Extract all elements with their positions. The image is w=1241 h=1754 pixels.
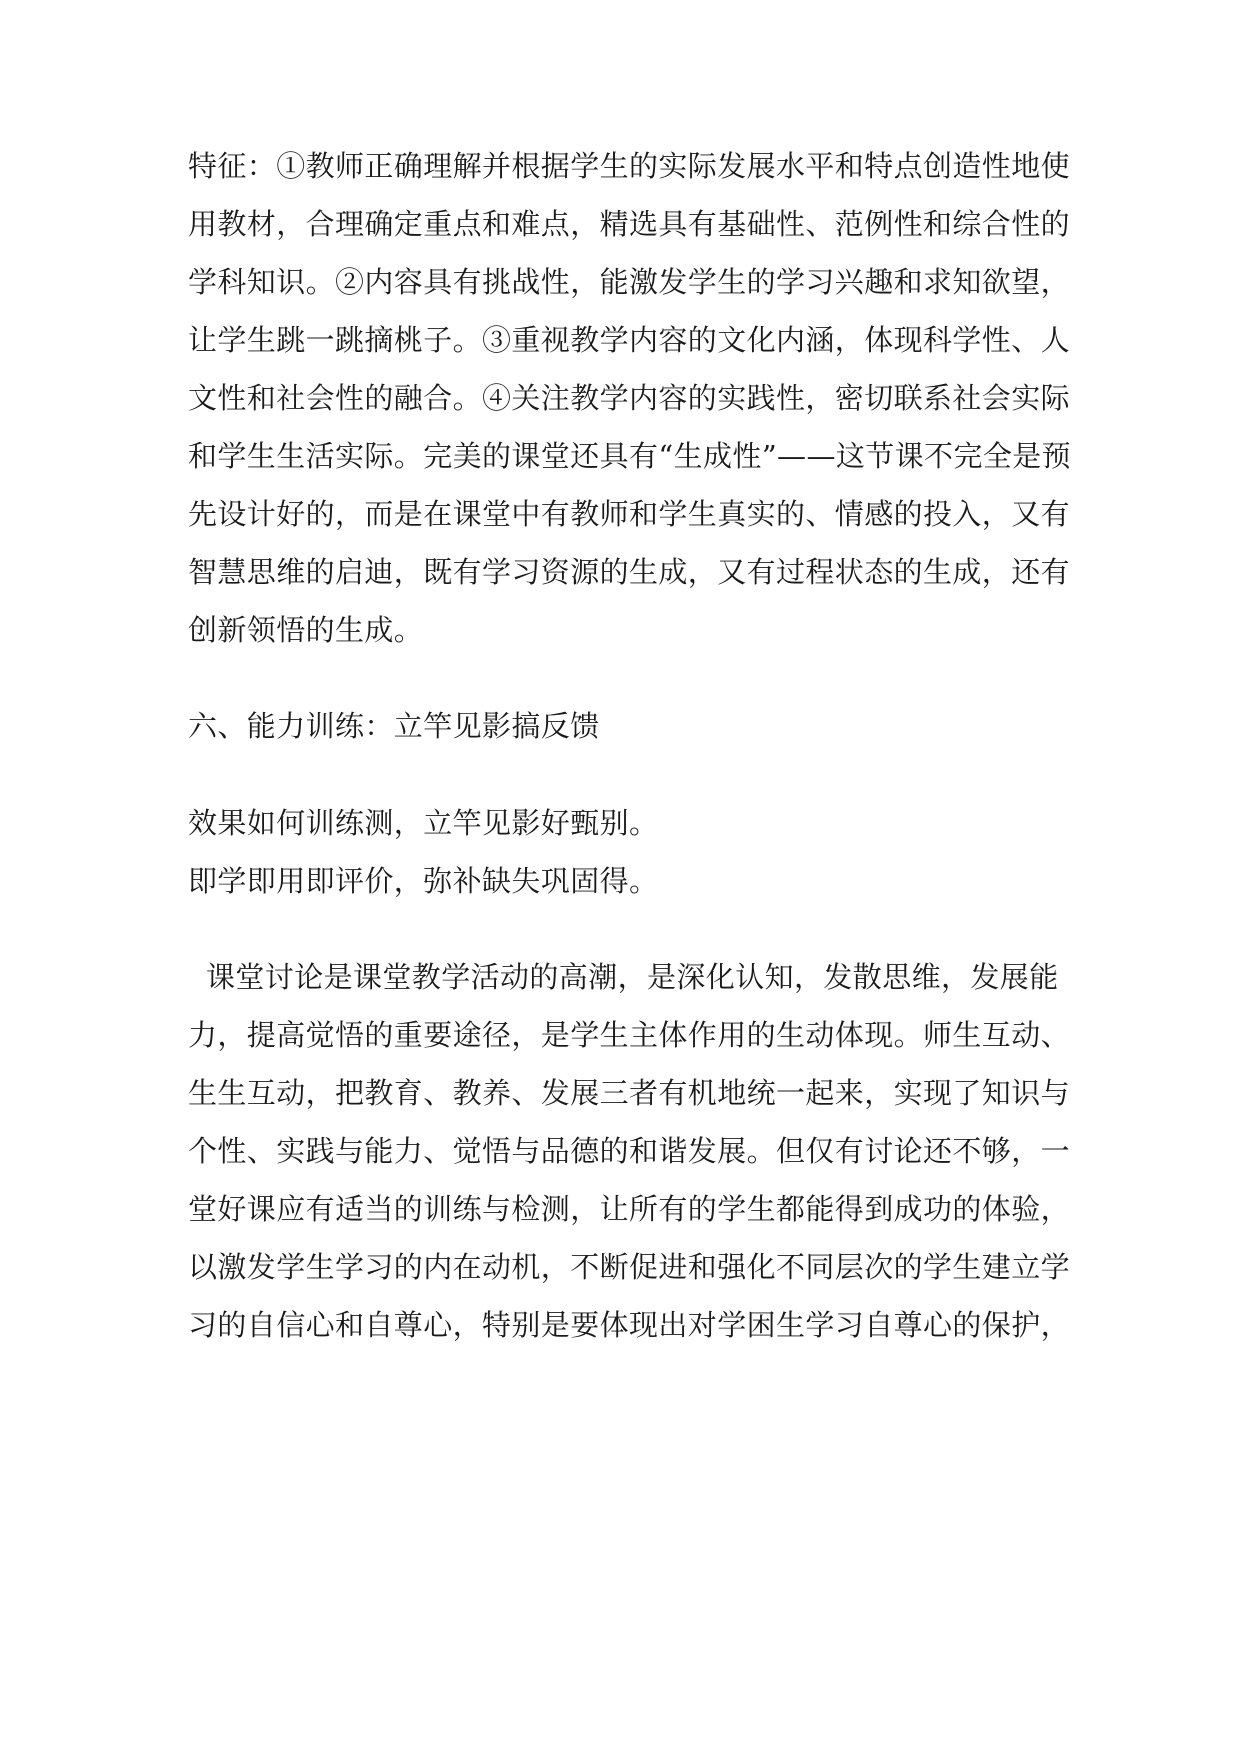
section-heading: 六、能力训练：立竿见影搞反馈 bbox=[188, 709, 600, 743]
paragraph-line: 和学生生活实际。完美的课堂还具有“生成性”——这节课不完全是预 bbox=[188, 439, 1072, 473]
paragraph-line: 文性和社会性的融合。④关注教学内容的实践性，密切联系社会实际 bbox=[188, 381, 1071, 415]
paragraph-line: 创新领悟的生成。 bbox=[188, 613, 424, 647]
paragraph-line: 特征：①教师正确理解并根据学生的实际发展水平和特点创造性地使 bbox=[188, 149, 1071, 183]
paragraph-line: 力，提高觉悟的重要途径，是学生主体作用的生动体现。师生互动、 bbox=[188, 1018, 1071, 1052]
paragraph-line: 用教材，合理确定重点和难点，精选具有基础性、范例性和综合性的 bbox=[188, 207, 1071, 241]
paragraph-line: 课堂讨论是课堂教学活动的高潮，是深化认知，发散思维，发展能 bbox=[206, 960, 1059, 994]
paragraph-line: 堂好课应有适当的训练与检测，让所有的学生都能得到成功的体验， bbox=[188, 1192, 1071, 1226]
paragraph-line: 学科知识。②内容具有挑战性，能激发学生的学习兴趣和求知欲望， bbox=[188, 265, 1071, 299]
paragraph-line: 先设计好的，而是在课堂中有教师和学生真实的、情感的投入，又有 bbox=[188, 497, 1071, 531]
verse-line: 效果如何训练测，立竿见影好甄别。 bbox=[188, 806, 659, 840]
paragraph-line: 个性、实践与能力、觉悟与品德的和谐发展。但仅有讨论还不够，一 bbox=[188, 1134, 1071, 1168]
paragraph-line: 生生互动，把教育、教养、发展三者有机地统一起来，实现了知识与 bbox=[188, 1076, 1071, 1110]
paragraph-line: 让学生跳一跳摘桃子。③重视教学内容的文化内涵，体现科学性、人 bbox=[188, 323, 1071, 357]
paragraph-line: 以激发学生学习的内在动机，不断促进和强化不同层次的学生建立学 bbox=[188, 1250, 1071, 1284]
verse-line: 即学即用即评价，弥补缺失巩固得。 bbox=[188, 864, 659, 898]
paragraph-line: 习的自信心和自尊心，特别是要体现出对学困生学习自尊心的保护， bbox=[188, 1308, 1071, 1342]
paragraph-line: 智慧思维的启迪，既有学习资源的生成，又有过程状态的生成，还有 bbox=[188, 555, 1071, 589]
